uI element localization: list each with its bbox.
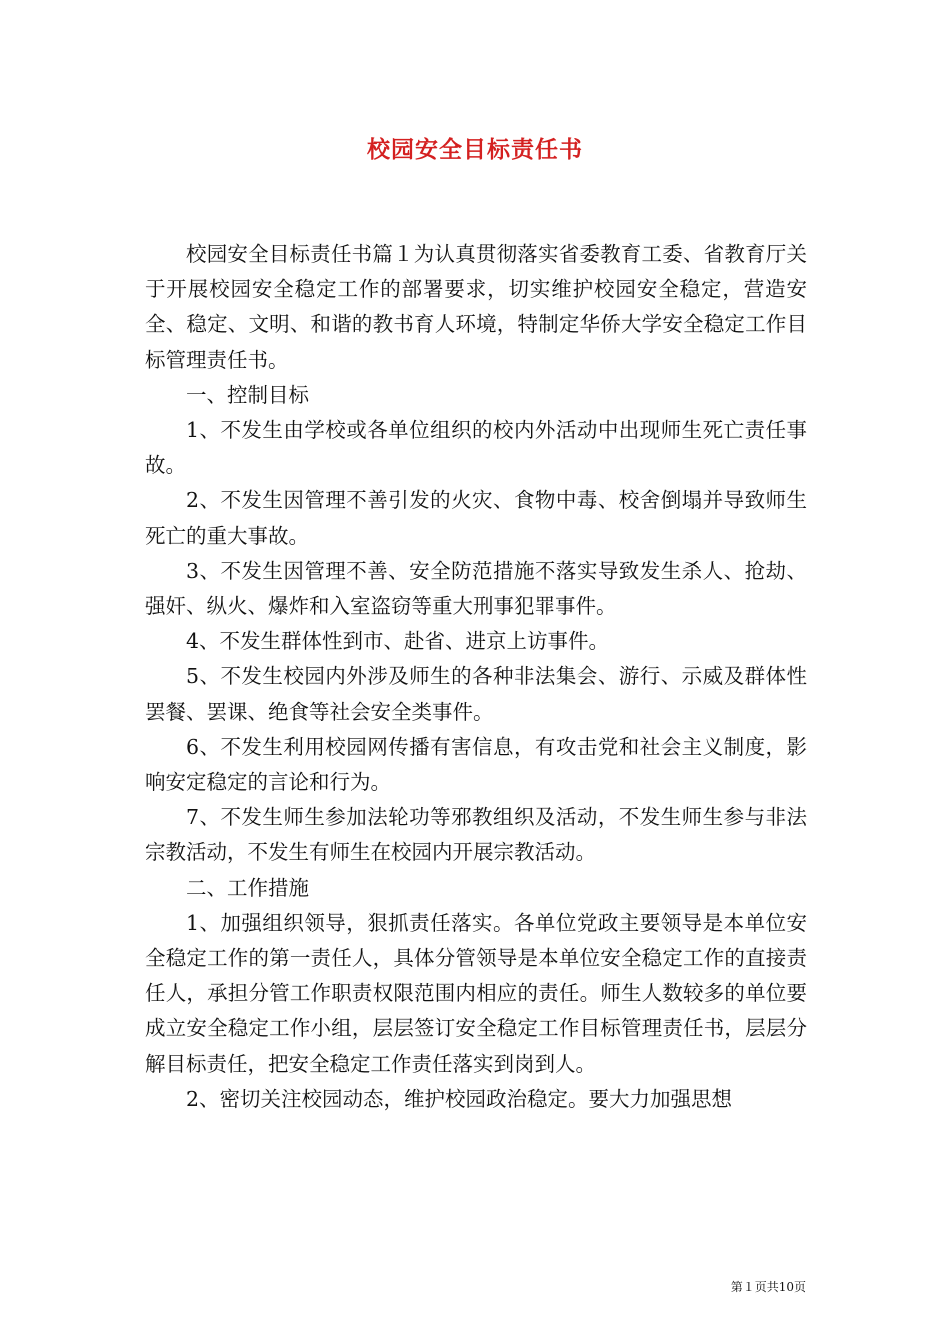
section-heading: 一、控制目标 — [186, 382, 309, 407]
paragraph: 7、不发生师生参加法轮功等邪教组织及活动，不发生师生参与非法宗教活动，不发生有师生在校园内开展宗教活动。 — [145, 805, 807, 865]
paragraph: 6、不发生利用校园网传播有害信息，有攻击党和社会主义制度，影响安定稳定的言论和行为。 — [145, 734, 807, 795]
paragraph: 校园安全目标责任书篇１为认真贯彻落实省委教育工委、省教育厅关于开展校园安全稳定工作的部署要求，切实维护校园安全稳定，营造安全、稳定、文明、和谐的教书育人环境，特制定华侨大学安全稳定工作目标管理责任书。 — [145, 242, 807, 372]
paragraph: 5、不发生校园内外涉及师生的各种非法集会、游行、示威及群体性罢餐、罢课、绝食等社会安全类事件。 — [145, 664, 807, 724]
page-number-footer: 第１页共10页 — [730, 1280, 806, 1294]
section-heading: 二、工作措施 — [186, 875, 309, 900]
paragraph: 1、不发生由学校或各单位组织的校内外活动中出现师生死亡责任事故。 — [145, 418, 807, 478]
document-body — [145, 237, 807, 1117]
paragraph: 1、加强组织领导，狠抓责任落实。各单位党政主要领导是本单位安全稳定工作的第一责任人，具体分管领导是本单位安全稳定工作的直接责任人，承担分管工作职责权限范围内相应的责任。师生人数较多的单位要成立安全稳定工作小组，层层签订安全稳定工作目标管理责任书，层层分解目标责任，把安全稳定工作责任落实到岗到人。 — [145, 910, 807, 1076]
paragraph: 3、不发生因管理不善、安全防范措施不落实导致发生杀人、抢劫、强奸、纵火、爆炸和入室盗窃等重大刑事犯罪事件。 — [145, 558, 807, 619]
paragraph: 2、不发生因管理不善引发的火灾、食物中毒、校舍倒塌并导致师生死亡的重大事故。 — [145, 488, 807, 548]
paragraph: 2、密切关注校园动态，维护校园政治稳定。要大力加强思想 — [186, 1086, 733, 1111]
document-title: 校园安全目标责任书 — [367, 136, 583, 163]
paragraph: 4、不发生群体性到市、赴省、进京上访事件。 — [186, 629, 610, 654]
